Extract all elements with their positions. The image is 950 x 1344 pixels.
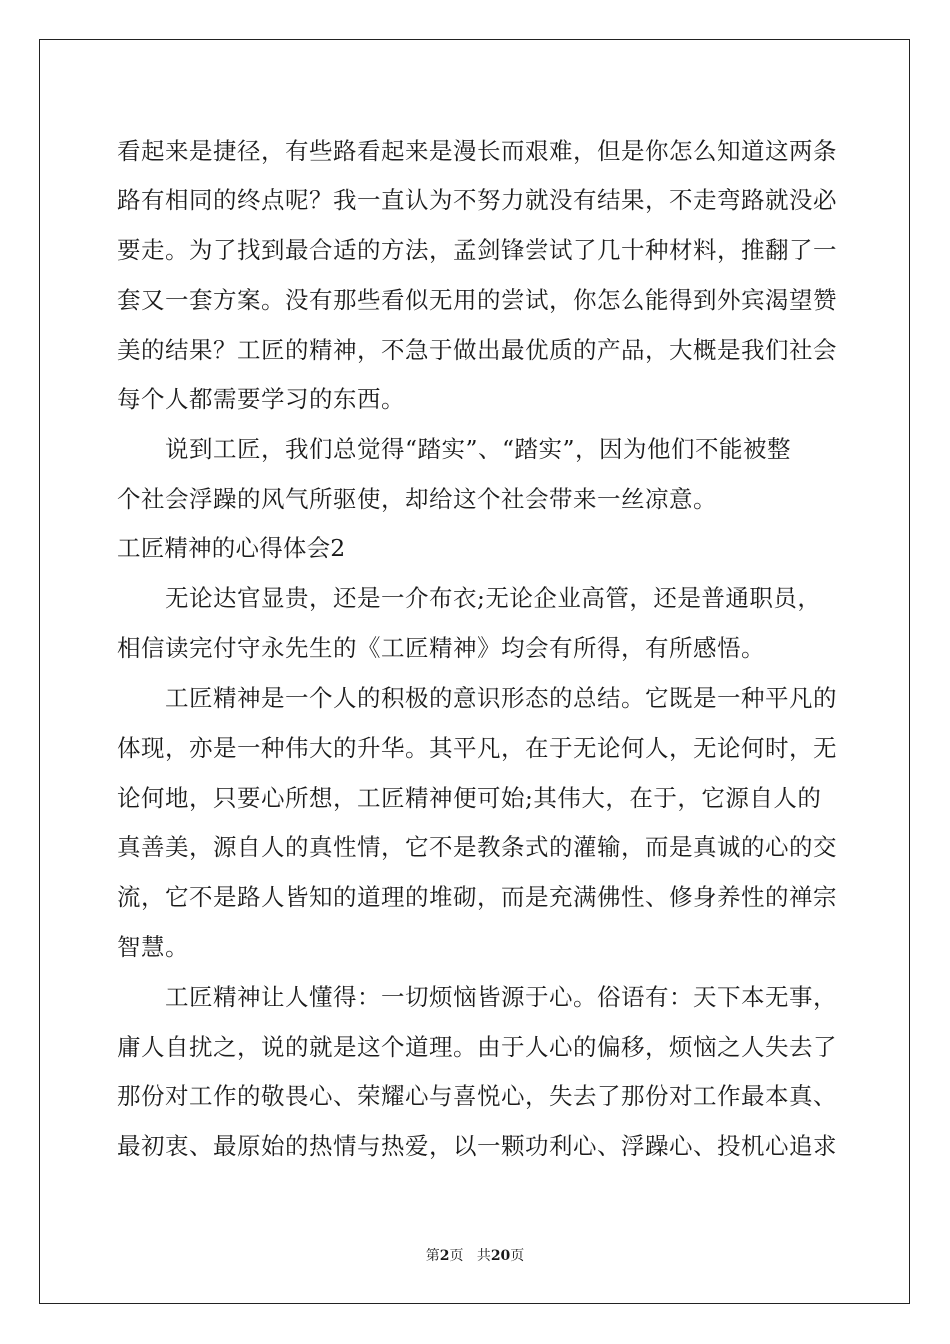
footer-page-unit: 页: [449, 1248, 464, 1264]
text-line: 最初衷、最原始的热情与热爱，以一颗功利心、浮躁心、投机心追求: [117, 1132, 837, 1160]
footer-page-number: 2: [439, 1248, 450, 1264]
text-line: 真善美，源自人的真性情，它不是教条式的灌输，而是真诚的心的交: [117, 833, 837, 861]
footer-total-pages: 20: [490, 1248, 511, 1264]
page-border: [39, 39, 910, 1304]
text-line: 工匠精神让人懂得：一切烦恼皆源于心。俗语有：天下本无事，: [165, 983, 837, 1011]
text-line: 工匠精神是一个人的积极的意识形态的总结。它既是一种平凡的: [165, 684, 837, 712]
text-line: 个社会浮躁的风气所驱使，却给这个社会带来一丝凉意。: [117, 485, 717, 513]
text-line: 相信读完付守永先生的《工匠精神》均会有所得，有所感悟。: [117, 634, 765, 662]
footer-total-prefix: 共: [476, 1248, 491, 1264]
text-line: 要走。为了找到最合适的方法，孟剑锋尝试了几十种材料，推翻了一: [117, 236, 837, 264]
text-line: 智慧。: [117, 933, 189, 961]
footer-total-unit: 页: [510, 1248, 525, 1264]
text-line: 庸人自扰之，说的就是这个道理。由于人心的偏移，烦恼之人失去了: [117, 1033, 837, 1061]
text-line: 套又一套方案。没有那些看似无用的尝试，你怎么能得到外宾渴望赞: [117, 286, 837, 314]
text-line: 流，它不是路人皆知的道理的堆砌，而是充满佛性、修身养性的禅宗: [117, 883, 837, 911]
section-heading: 工匠精神的心得体会2: [117, 534, 346, 562]
text-line: 无论达官显贵，还是一介布衣;无论企业高管，还是普通职员，: [165, 584, 822, 612]
text-line: 路有相同的终点呢？我一直认为不努力就没有结果，不走弯路就没必: [117, 186, 837, 214]
text-line: 美的结果？工匠的精神，不急于做出最优质的产品，大概是我们社会: [117, 336, 837, 364]
text-line: 看起来是捷径，有些路看起来是漫长而艰难，但是你怎么知道这两条: [117, 137, 837, 165]
text-line: 说到工匠，我们总觉得“踏实”、“踏实”，因为他们不能被整: [165, 435, 792, 463]
text-line: 体现，亦是一种伟大的升华。其平凡，在于无论何人，无论何时，无: [117, 734, 837, 762]
text-line: 论何地，只要心所想，工匠精神便可始;其伟大，在于，它源自人的: [117, 784, 822, 812]
text-line: 那份对工作的敬畏心、荣耀心与喜悦心，失去了那份对工作最本真、: [117, 1082, 837, 1110]
footer-prefix: 第: [425, 1248, 440, 1264]
page-footer: [0, 1245, 950, 1265]
text-line: 每个人都需要学习的东西。: [117, 385, 405, 413]
